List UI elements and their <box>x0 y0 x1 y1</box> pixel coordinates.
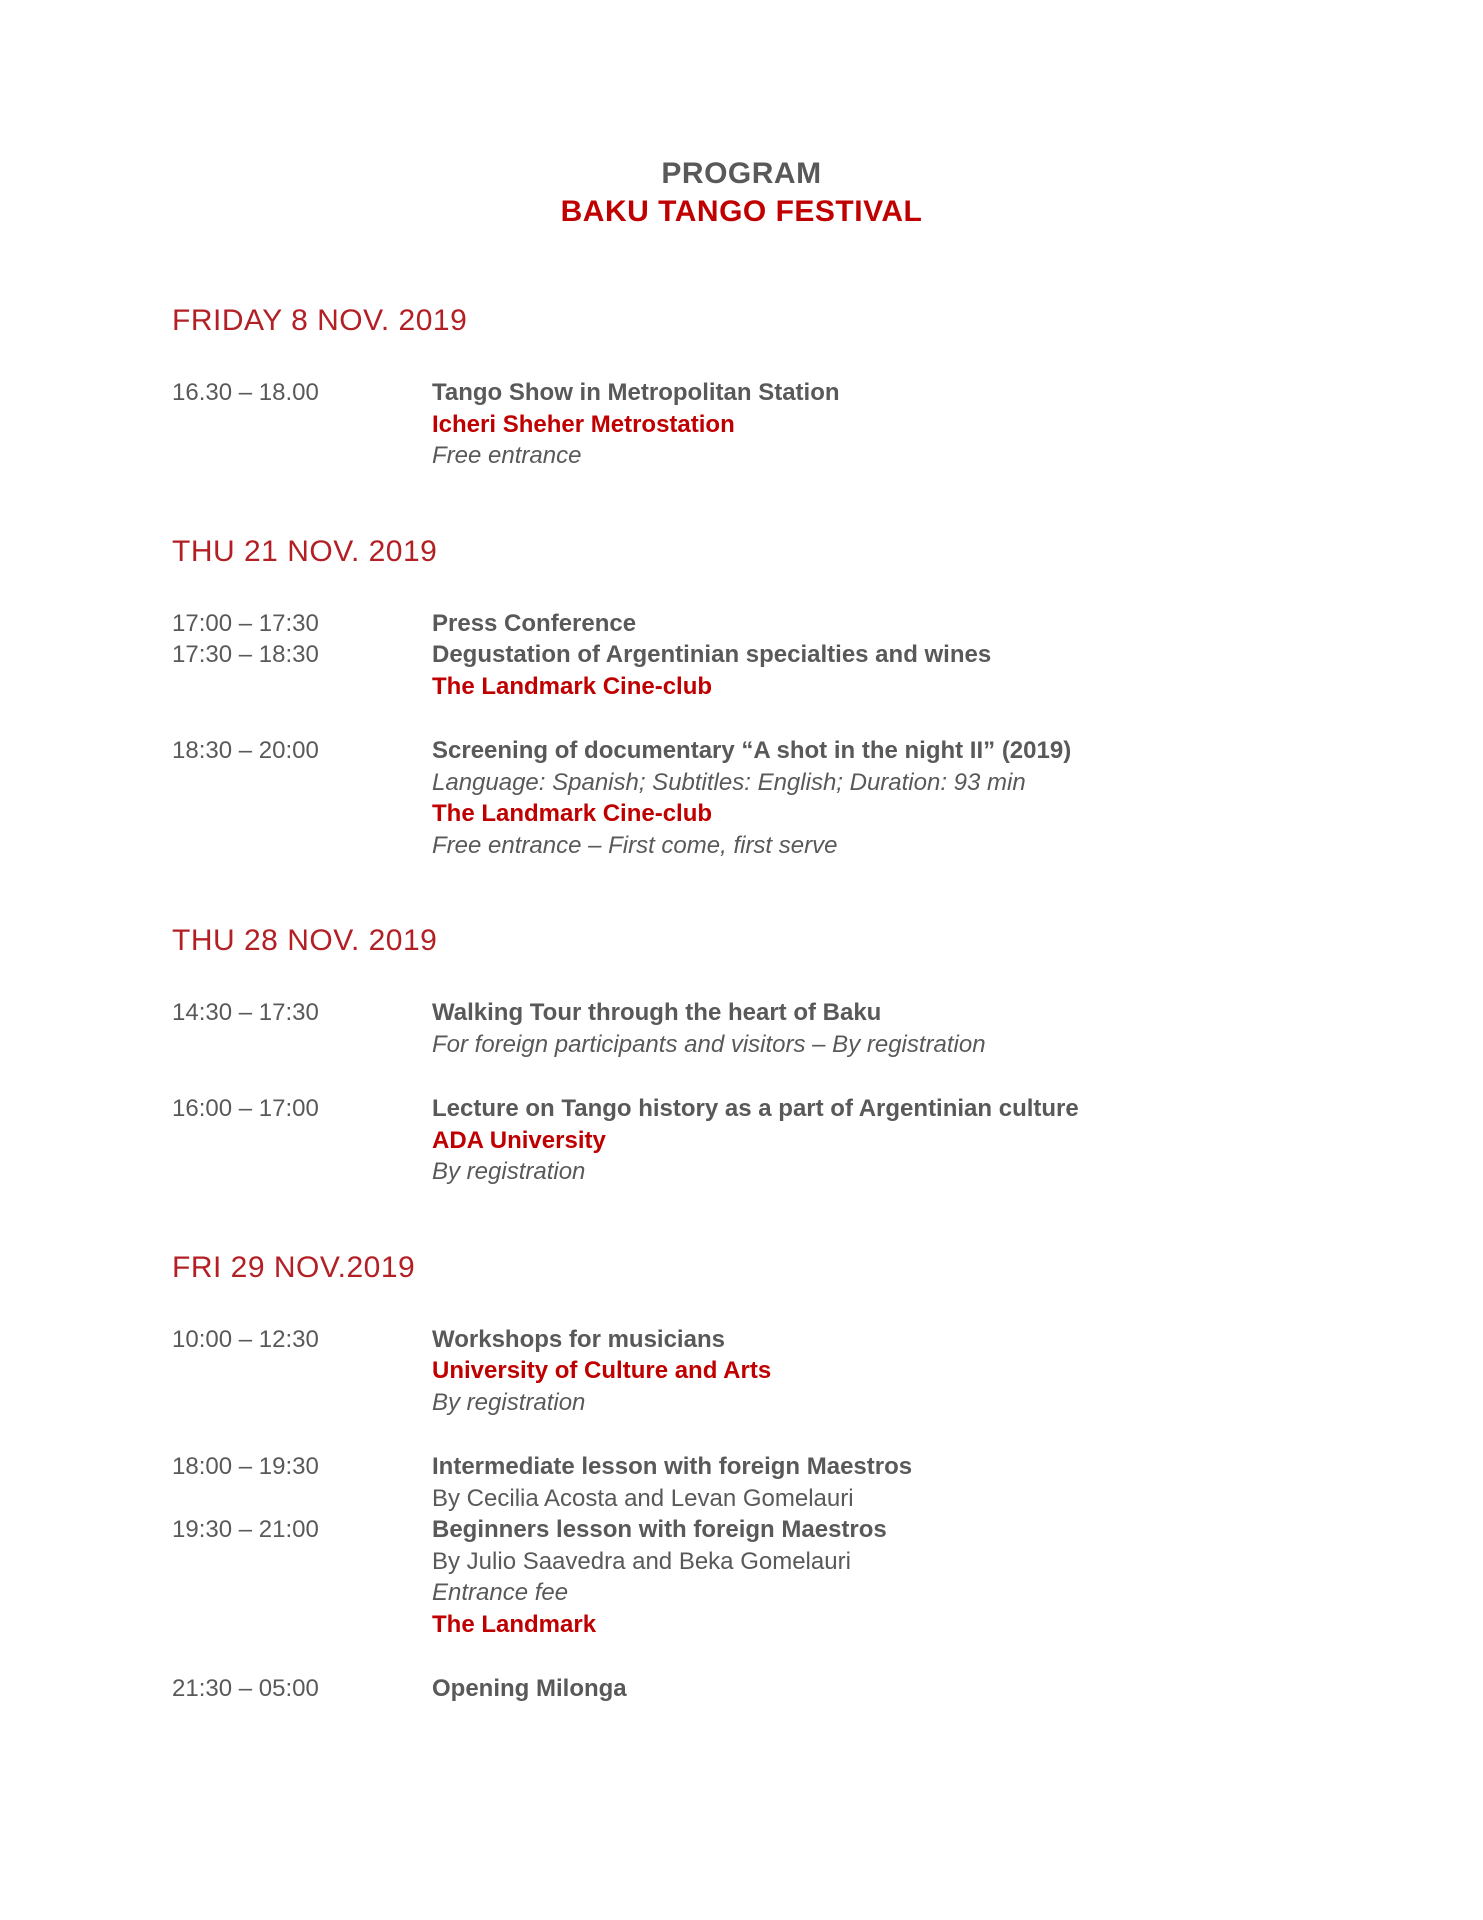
festival-title: BAKU TANGO FESTIVAL <box>560 195 923 228</box>
day-events <box>172 997 1403 1188</box>
event-line-venue: The Landmark Cine-club <box>432 672 713 700</box>
event-row <box>172 639 1403 702</box>
event-row <box>172 1514 1403 1640</box>
event-line-title: Lecture on Tango history as a part of Argentinian culture <box>432 1095 1079 1122</box>
event-details <box>432 1673 1403 1705</box>
day-section <box>172 303 1403 472</box>
event-line-title: Workshops for musicians <box>432 1325 725 1353</box>
schedule <box>172 303 1403 1705</box>
event-line-note: Entrance fee <box>432 1579 569 1606</box>
event-details <box>432 608 1403 640</box>
event-details <box>432 639 1403 702</box>
event-time: 17:00 – 17:30 <box>172 609 319 637</box>
event-line-title: Beginners lesson with foreign Maestros <box>432 1516 887 1543</box>
event-time: 18:30 – 20:00 <box>172 737 319 764</box>
day-section <box>172 1250 1403 1705</box>
event-line-venue: Icheri Sheher Metrostation <box>432 410 735 438</box>
document-title <box>0 0 1483 231</box>
day-header: FRIDAY 8 NOV. 2019 <box>172 304 468 337</box>
event-line-note: By registration <box>432 1388 586 1416</box>
event-row <box>172 735 1403 861</box>
event-line-venue: The Landmark <box>432 1610 597 1638</box>
event-details <box>432 1093 1403 1188</box>
event-line-title: Tango Show in Metropolitan Station <box>432 379 840 406</box>
event-row <box>172 1673 1403 1705</box>
event-time: 16.30 – 18.00 <box>172 379 319 406</box>
event-line-title: Opening Milonga <box>432 1675 627 1702</box>
event-time: 10:00 – 12:30 <box>172 1325 319 1353</box>
event-details <box>432 377 1403 472</box>
day-section <box>172 923 1403 1188</box>
day-header: THU 21 NOV. 2019 <box>172 534 438 568</box>
event-line-venue: University of Culture and Arts <box>432 1357 772 1384</box>
event-line-venue: The Landmark Cine-club <box>432 800 713 827</box>
event-details <box>432 1451 1403 1514</box>
event-time: 14:30 – 17:30 <box>172 999 319 1026</box>
event-line-venue: ADA University <box>432 1126 606 1154</box>
day-events <box>172 377 1403 472</box>
event-line-note: For foreign participants and visitors – By registration <box>432 1030 986 1058</box>
day-header: FRI 29 NOV.2019 <box>172 1250 416 1284</box>
event-line-title: Degustation of Argentinian specialties and wines <box>432 641 992 668</box>
event-row <box>172 1451 1403 1514</box>
event-time: 21:30 – 05:00 <box>172 1675 319 1702</box>
event-row <box>172 608 1403 640</box>
event-line-title: Screening of documentary “A shot in the night II” (2019) <box>432 737 1072 764</box>
event-line-note: By registration <box>432 1158 586 1185</box>
event-time: 17:30 – 18:30 <box>172 641 319 668</box>
program-title: PROGRAM <box>661 157 822 190</box>
event-line-plain: By Cecilia Acosta and Levan Gomelauri <box>432 1484 854 1512</box>
event-time: 18:00 – 19:30 <box>172 1453 319 1480</box>
event-line-plain: By Julio Saavedra and Beka Gomelauri <box>432 1547 851 1575</box>
event-line-title: Walking Tour through the heart of Baku <box>432 999 882 1026</box>
event-line-note: Free entrance – First come, first serve <box>432 831 838 859</box>
event-line-note: Free entrance <box>432 442 582 469</box>
event-details <box>432 1514 1403 1640</box>
day-events <box>172 608 1403 862</box>
day-events <box>172 1324 1403 1705</box>
event-details <box>432 735 1403 861</box>
event-time: 19:30 – 21:00 <box>172 1516 319 1543</box>
event-row <box>172 1093 1403 1188</box>
event-time: 16:00 – 17:00 <box>172 1095 319 1122</box>
day-header: THU 28 NOV. 2019 <box>172 924 438 957</box>
event-line-note: Language: Spanish; Subtitles: English; Duration: 93 min <box>432 768 1026 796</box>
event-row <box>172 1324 1403 1419</box>
event-details <box>432 997 1403 1060</box>
event-line-title: Press Conference <box>432 609 637 637</box>
day-section <box>172 534 1403 862</box>
event-row <box>172 377 1403 472</box>
event-row <box>172 997 1403 1060</box>
event-line-title: Intermediate lesson with foreign Maestros <box>432 1453 913 1480</box>
event-details <box>432 1324 1403 1419</box>
